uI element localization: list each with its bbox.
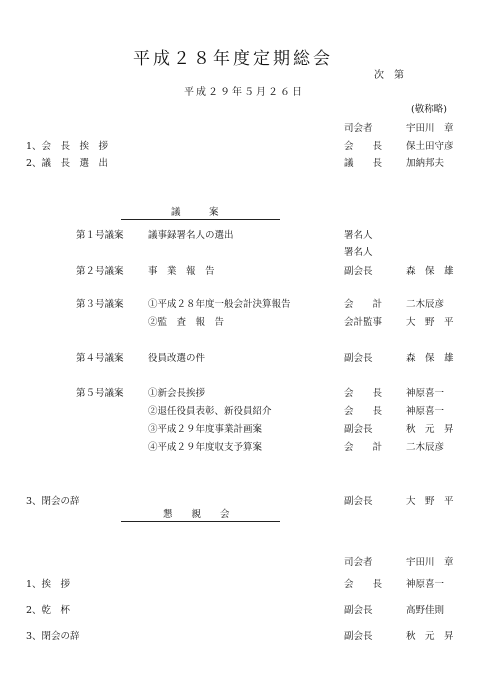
opening-item-name: 加納邦夫 bbox=[406, 158, 445, 169]
agenda-number: 第５号議案 bbox=[76, 388, 124, 399]
social-item-name: 高野佳則 bbox=[406, 605, 445, 616]
social-host-name: 宇田川 章 bbox=[406, 557, 454, 568]
agenda-name: 森 保 雄 bbox=[406, 266, 454, 277]
agenda-heading: 議 案 bbox=[171, 207, 219, 218]
agenda-role: 副会長 bbox=[344, 353, 373, 364]
agenda-role: 会 長 bbox=[344, 388, 383, 399]
host-name: 宇田川 章 bbox=[406, 123, 454, 134]
closing-name: 大 野 平 bbox=[406, 496, 454, 507]
agenda-name: 大 野 平 bbox=[406, 317, 454, 328]
agenda-heading-rule bbox=[121, 219, 280, 220]
agenda-role: 会 計 bbox=[344, 442, 383, 453]
closing-role: 副会長 bbox=[344, 496, 373, 507]
agenda-name: 二木辰彦 bbox=[406, 299, 445, 310]
host-role: 司会者 bbox=[344, 123, 373, 134]
agenda-number: 第１号議案 bbox=[76, 230, 124, 241]
agenda-item: 役員改選の件 bbox=[148, 353, 206, 364]
agenda-role: 副会長 bbox=[344, 424, 373, 435]
opening-item-label: 2、議 長 選 出 bbox=[26, 158, 109, 169]
opening-item-label: 1、会 長 挨 拶 bbox=[26, 141, 109, 152]
document-subtitle: 次 第 bbox=[374, 70, 404, 81]
agenda-name: 森 保 雄 bbox=[406, 353, 454, 364]
agenda-role: 会計監事 bbox=[344, 317, 383, 328]
agenda-item: ②監 査 報 告 bbox=[148, 317, 225, 328]
agenda-role: 会 計 bbox=[344, 299, 383, 310]
social-host-role: 司会者 bbox=[344, 557, 373, 568]
opening-item-role: 議 長 bbox=[344, 158, 383, 169]
meeting-date: 平成２９年５月２６日 bbox=[184, 87, 304, 98]
social-item-role: 副会長 bbox=[344, 631, 373, 642]
social-item-name: 神原喜一 bbox=[406, 579, 445, 590]
social-item-name: 秋 元 昇 bbox=[406, 631, 454, 642]
closing-label: 3、閉会の辞 bbox=[26, 496, 80, 507]
agenda-item: ②退任役員表彰、新役員紹介 bbox=[148, 406, 272, 417]
agenda-role: 署名人 bbox=[344, 247, 373, 258]
document-title: 平成２８年度定期総会 bbox=[133, 49, 333, 69]
agenda-item: ③平成２９年度事業計画案 bbox=[148, 424, 263, 435]
agenda-number: 第２号議案 bbox=[76, 266, 124, 277]
agenda-item: ①平成２８年度一般会計決算報告 bbox=[148, 299, 291, 310]
agenda-item: ④平成２９年度収支予算案 bbox=[148, 442, 263, 453]
agenda-number: 第４号議案 bbox=[76, 353, 124, 364]
agenda-role: 副会長 bbox=[344, 266, 373, 277]
agenda-name: 秋 元 昇 bbox=[406, 424, 454, 435]
opening-item-name: 保土田守彦 bbox=[406, 141, 454, 152]
social-item-role: 会 長 bbox=[344, 579, 383, 590]
agenda-number: 第３号議案 bbox=[76, 299, 124, 310]
opening-item-role: 会 長 bbox=[344, 141, 383, 152]
social-item-label: 2、乾 杯 bbox=[26, 605, 71, 616]
agenda-item: 事 業 報 告 bbox=[148, 266, 215, 277]
social-heading-rule bbox=[121, 521, 280, 522]
agenda-name: 二木辰彦 bbox=[406, 442, 445, 453]
agenda-name: 神原喜一 bbox=[406, 406, 445, 417]
social-item-label: 1、挨 拶 bbox=[26, 579, 71, 590]
social-heading: 懇 親 会 bbox=[163, 509, 230, 520]
agenda-item: 議事録署名人の選出 bbox=[148, 230, 234, 241]
agenda-item: ①新会長挨拶 bbox=[148, 388, 206, 399]
honorific-note: (敬称略) bbox=[411, 104, 447, 115]
agenda-role: 署名人 bbox=[344, 230, 373, 241]
social-item-label: 3、閉会の辞 bbox=[26, 631, 80, 642]
agenda-role: 会 長 bbox=[344, 406, 383, 417]
agenda-name: 神原喜一 bbox=[406, 388, 445, 399]
social-item-role: 副会長 bbox=[344, 605, 373, 616]
